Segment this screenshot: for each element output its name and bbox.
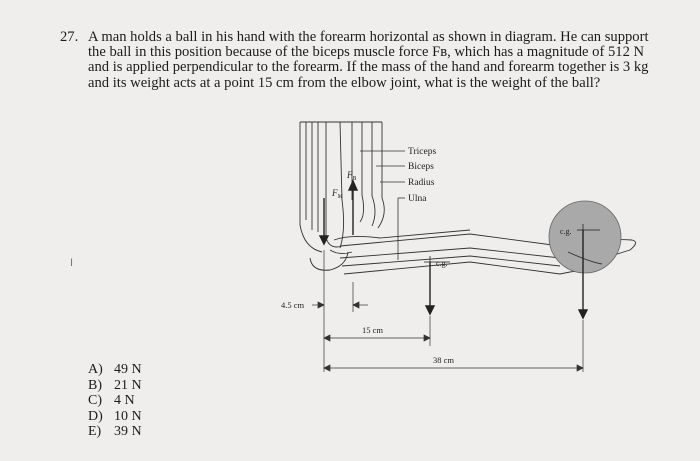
question-text: A man holds a ball in his hand with the forearm horizontal as shown in diagram. He can support the ball in this position because of the biceps muscle force Fʙ, which has a magnitude of 512 N and is applied perpendicular to the forearm. If the mass of the hand and forearm together is 3 kg and its weight acts at a point 15 cm from the elbow joint, what is the weight of the ball? (88, 29, 649, 91)
dim-38-label: 38 cm (433, 355, 455, 365)
dimension-lines (312, 250, 583, 372)
ball-drawing (549, 201, 621, 273)
label-ulna: Ulna (408, 194, 427, 204)
choice-b[interactable]: B) 21 N (88, 377, 142, 393)
label-radius: Radius (408, 178, 435, 188)
label-triceps: Triceps (408, 147, 437, 157)
cg-ball-label: c.g. (560, 227, 572, 236)
choice-d[interactable]: D) 10 N (88, 408, 142, 424)
force-fm-label: $F_M$ (332, 188, 343, 200)
choice-a[interactable]: A) 49 N (88, 362, 142, 377)
answer-choices (88, 362, 142, 440)
choice-e[interactable]: E) 39 N (88, 424, 142, 440)
force-fb-label: $F_B$ (347, 170, 357, 182)
question-number: 27. (60, 29, 79, 45)
text-cursor-icon: I (70, 257, 74, 269)
cg-forearm-label: c.g. (436, 259, 448, 268)
choice-c[interactable]: C) 4 N (88, 393, 135, 409)
label-biceps: Biceps (408, 162, 434, 172)
dim-45-label: 4.5 cm (281, 300, 305, 310)
dim-15-label: 15 cm (362, 325, 384, 335)
